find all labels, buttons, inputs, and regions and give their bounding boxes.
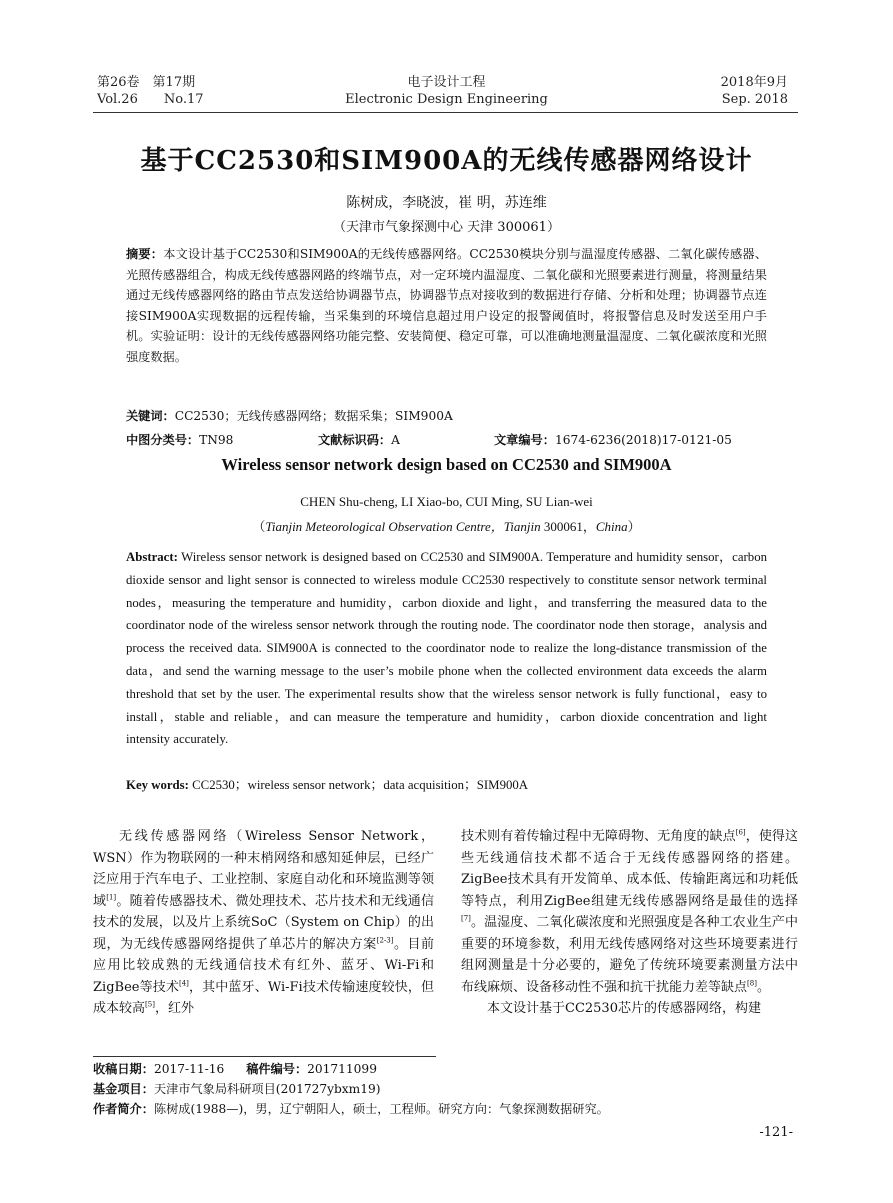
keywords-en-text: CC2530；wireless sensor network；data acquisition；SIM900A: [188, 778, 529, 792]
affil-postcode: 300061，: [540, 519, 596, 534]
keywords-cn-label: 关键词：: [126, 409, 175, 423]
body-text: 。温湿度、二氧化碳浓度和光照强度是各种工农业生产中重要的环境参数，利用无线传感网络对这些环境要素进行组网测量是十分必要的，避免了传统环境要素测量方法中布线麻烦、设备移动性不强和抗干扰能力差等缺点: [461, 915, 798, 995]
clc-value: TN98: [199, 433, 234, 447]
journal-name-en: Electronic Design Engineering: [345, 92, 548, 107]
author-list-en: CHEN Shu-cheng, LI Xiao-bo, CUI Ming, SU Lian-wei: [300, 494, 593, 509]
citation: [8]: [747, 979, 757, 988]
body-column-left: [93, 826, 434, 1020]
author-affiliation-en: [100, 516, 793, 535]
manuscript-code: 201711099: [307, 1062, 377, 1076]
body-paragraph: [461, 998, 798, 1020]
author-list: 陈树成，李晓波，崔 明，苏连维: [346, 195, 547, 211]
citation: [1]: [106, 893, 117, 902]
body-text: 。目前应用比较成熟的无线通信技术有红外、蓝牙、Wi-Fi和ZigBee等技术: [93, 936, 434, 995]
citation: [7]: [461, 914, 471, 923]
manuscript-code-label: 稿件编号：: [246, 1062, 308, 1076]
author-bio-value: 陈树成(1988—)，男，辽宁朝阳人，硕士，工程师。研究方向：气象探测数据研究。: [153, 1102, 609, 1116]
citation: [2-3]: [376, 936, 394, 945]
doc-code-value: A: [391, 433, 400, 447]
doc-code-label: 文献标识码：: [318, 433, 392, 447]
publication-date-cn: 2018年9月: [720, 75, 788, 90]
paper-title: 基于CC2530和SIM900A的无线传感器网络设计: [140, 146, 753, 176]
abstract-en: [126, 546, 767, 751]
received-label: 收稿日期：: [93, 1062, 154, 1076]
paper-title-en: Wireless sensor network design based on CC2530 and SIM900A: [221, 455, 672, 474]
citation: [5]: [145, 1000, 155, 1009]
body-paragraph: [93, 826, 434, 1020]
keywords-cn-text: CC2530；无线传感器网络；数据采集；SIM900A: [174, 409, 453, 423]
publication-date: [721, 74, 788, 108]
body-text: ，其中蓝牙、Wi-Fi技术传输速度较快，但成本较高: [93, 979, 434, 1016]
footnote-divider: [93, 1056, 436, 1057]
article-number: [494, 431, 732, 449]
citation: [4]: [178, 979, 189, 988]
received-date: 2017-11-16: [153, 1062, 225, 1076]
footnote-fund: [93, 1080, 380, 1098]
journal-volume-issue: [97, 74, 204, 108]
body-text: 。: [756, 979, 770, 995]
affil-institution: Tianjin Meteorological Observation Centre，Tianjin: [265, 519, 541, 534]
author-affiliation: （天津市气象探测中心 天津 300061）: [333, 220, 560, 235]
keywords-en: [126, 776, 767, 794]
volume-issue-cn: 第26卷 第17期: [97, 75, 196, 90]
affil-country: China: [595, 519, 628, 534]
journal-name-cn: 电子设计工程: [407, 75, 486, 90]
keywords-cn: [126, 407, 767, 425]
abstract-en-label: Abstract:: [126, 550, 178, 564]
article-number-label: 文章编号：: [494, 433, 555, 447]
body-text: ，红外: [154, 1001, 194, 1016]
abstract-cn: [126, 244, 767, 368]
body-column-right: [461, 826, 798, 1020]
citation: [6]: [735, 828, 746, 837]
fund-value: 天津市气象局科研项目(201727ybxm19): [153, 1082, 381, 1096]
footnote-author-bio: [93, 1100, 609, 1118]
page-number: -121-: [759, 1125, 793, 1140]
affil-close-paren: ）: [627, 519, 641, 534]
keywords-en-label: Key words:: [126, 778, 189, 792]
body-text: 无线传感器网络（Wireless Sensor Network，WSN）作为物联网的一种末梢网络和感知延伸层，已经广泛应用于汽车电子、工业控制、家庭自动化和环境监测等领域: [93, 829, 434, 909]
author-bio-label: 作者简介：: [93, 1102, 154, 1116]
publication-date-en: Sep. 2018: [721, 92, 788, 107]
document-code: [318, 431, 400, 449]
fund-label: 基金项目：: [93, 1082, 154, 1096]
abstract-en-text: Wireless sensor network is designed based on CC2530 and SIM900A. Temperature and humidity sensor，carbon dioxide sensor and light sensor is connected to wireless module CC2530 respectively to constitute sensor network terminal nodes，measuring the temperature and humidity，carbon dioxide and light，and transferring the measured data to the coordinator node of the wireless sensor network through the routing node. The coordinator node then storage，analysis and process the received data. SIM900A is connected to the coordinator node to realize the long-distance transmission of the data，and send the warning message to the user’s mobile phone when the collected environment data exceeds the alarm threshold that set by the user. The experimental results show that the wireless sensor network is fully functional，easy to install，stable and reliable，and can measure the temperature and humidity，carbon dioxide concentration and light intensity accurately.: [126, 550, 767, 747]
clc-label: 中图分类号：: [126, 433, 200, 447]
article-number-value: 1674-6236(2018)17-0121-05: [554, 433, 732, 447]
body-text: 技术则有着传输过程中无障碍物、无角度的缺点: [461, 829, 736, 844]
body-text: 。随着传感器技术、微处理技术、芯片技术和无线通信技术的发展，以及片上系统SoC（System on Chip）的出现，为无线传感器网络提供了单芯片的解决方案: [93, 893, 434, 952]
body-text: 本文设计基于CC2530芯片的传感器网络，构建: [487, 1001, 761, 1016]
footnote-received: [93, 1060, 377, 1078]
body-text: ，使得这些无线通信技术都不适合于无线传感器网络的搭建。ZigBee技术具有开发简单、成本低、传输距离远和功耗低等特点，利用ZigBee组建无线传感器网络是最佳的选择: [461, 829, 798, 909]
body-paragraph: [461, 826, 798, 998]
journal-name: [300, 74, 593, 108]
affil-open-paren: （: [252, 519, 266, 534]
volume-issue-en: Vol.26 No.17: [97, 92, 204, 107]
clc-number: [126, 431, 233, 449]
header-divider: [93, 112, 798, 113]
abstract-cn-label: 摘要：: [126, 247, 164, 261]
abstract-cn-text: 本文设计基于CC2530和SIM900A的无线传感器网络。CC2530模块分别与温湿度传感器、二氧化碳传感器、光照传感器组合，构成无线传感器网路的终端节点，对一定环境内温湿度、二氧化碳和光照要素进行测量，将测量结果通过无线传感器网络的路由节点发送给协调器节点，协调器节点对接收到的数据进行存储、分析和处理；协调器节点连接SIM900A实现数据的远程传输，当采集到的环境信息超过用户设定的报警阈值时，将报警信息及时发送至用户手机。实验证明：设计的无线传感器网络功能完整、安装简便、稳定可靠，可以准确地测量温湿度、二氧化碳浓度和光照强度数据。: [126, 247, 767, 364]
